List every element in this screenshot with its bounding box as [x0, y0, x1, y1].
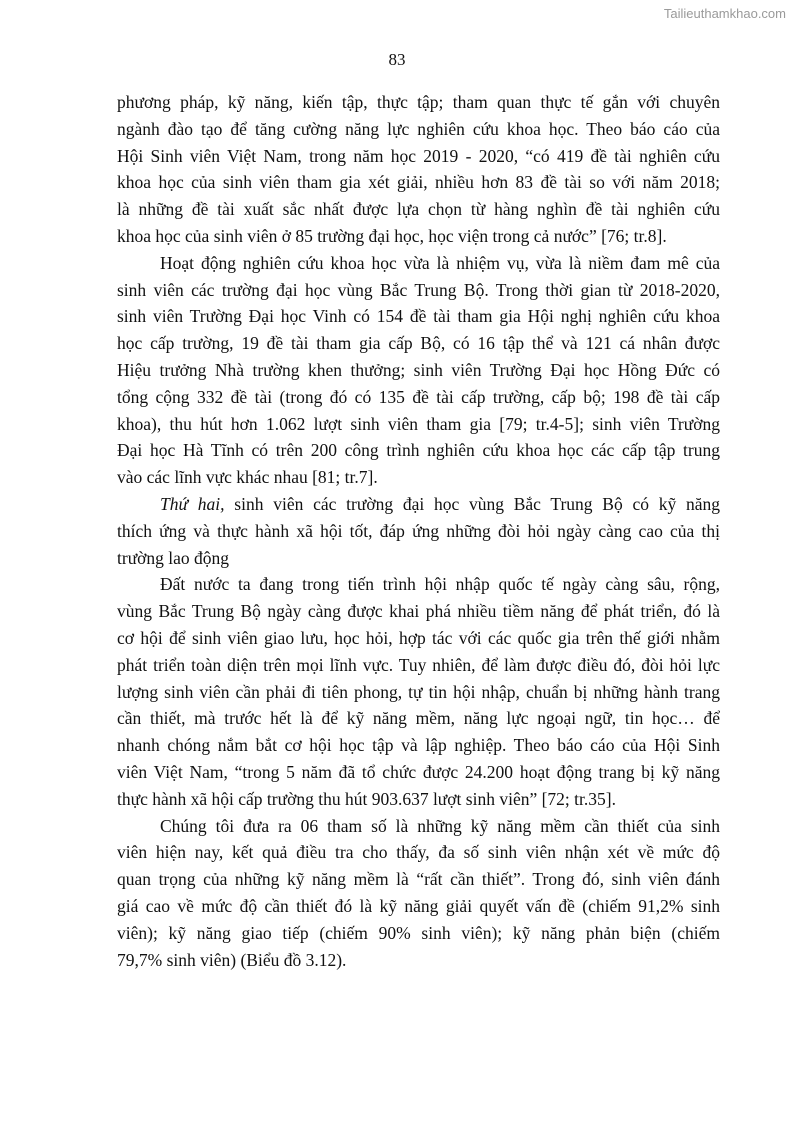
- paragraph-3: [117, 491, 720, 571]
- paragraph-5: [117, 813, 720, 974]
- text-line: lượng sinh viên cần phải đi tiên phong, tự tin hội nhập, chuẩn bị những hành trang: [117, 681, 720, 702]
- paragraph-1: [117, 89, 720, 250]
- text-line: 79,7% sinh viên) (Biểu đồ 3.12).: [117, 949, 347, 970]
- document-body: [117, 89, 720, 973]
- text-line: quan trọng của những kỹ năng mềm là “rất cần thiết”. Trong đó, sinh viên đánh: [117, 869, 720, 890]
- italic-lead: Thứ hai,: [160, 493, 225, 514]
- text-line: viên); kỹ năng giao tiếp (chiếm 90% sinh viên); kỹ năng phản biện (chiếm: [117, 922, 720, 943]
- text-line: cần thiết, mà trước hết là để kỹ năng mềm, năng lực ngoại ngữ, tin học… để: [117, 708, 720, 729]
- text-line: thích ứng và thực hành xã hội tốt, đáp ứng những đòi hỏi ngày càng cao của thị: [117, 520, 720, 541]
- text-line: thực hành xã hội cấp trường thu hút 903.637 lượt sinh viên” [72; tr.35].: [117, 788, 616, 809]
- text-line: sinh viên Trường Đại học Vinh có 154 đề tài tham gia Hội nghị nghiên cứu khoa: [117, 306, 720, 327]
- text-line: học cấp trường, 19 đề tài tham gia cấp Bộ, có 16 tập thể và 121 cá nhân được: [117, 333, 720, 354]
- text-line: khoa học của sinh viên ở 85 trường đại học, học viện trong cả nước” [76; tr.8].: [117, 225, 667, 246]
- text-line: nhanh chóng nắm bắt cơ hội học tập và lập nghiệp. Theo báo cáo của Hội Sinh: [117, 735, 720, 756]
- text-line: vùng Bắc Trung Bộ ngày càng được khai phá nhiều tiềm năng để phát triển, đó là: [117, 601, 720, 622]
- text-line: Hoạt động nghiên cứu khoa học vừa là nhiệm vụ, vừa là niềm đam mê của: [160, 252, 720, 273]
- text-line: là những đề tài xuất sắc nhất được lựa chọn từ hàng nghìn đề tài nghiên cứu: [117, 199, 720, 220]
- text-line: khoa học của sinh viên tham gia xét giải, nhiều hơn 83 đề tài so với năm 2018;: [117, 172, 720, 193]
- text-line: trường lao động: [117, 547, 230, 568]
- text-line: sinh viên các trường đại học vùng Bắc Trung Bộ. Trong thời gian từ 2018-2020,: [117, 279, 720, 300]
- watermark-text: Tailieuthamkhao.com: [663, 6, 786, 21]
- text-line: khoa), thu hút hơn 1.062 lượt sinh viên tham gia [79; tr.4-5]; sinh viên Trường: [117, 413, 720, 434]
- text-line: Hiệu trưởng Nhà trường khen thưởng; sinh viên Trường Đại học Hồng Đức có: [117, 359, 720, 380]
- text-line: tổng cộng 332 đề tài (trong đó có 135 đề tài cấp trường, cấp bộ; 198 đề tài cấp: [117, 386, 720, 407]
- text-line: viên Việt Nam, “trong 5 năm đã tổ chức được 24.200 hoạt động trang bị kỹ năng: [117, 761, 720, 782]
- text-line: vào các lĩnh vực khác nhau [81; tr.7].: [117, 467, 378, 488]
- text-line: Chúng tôi đưa ra 06 tham số là những kỹ năng mềm cần thiết của sinh: [160, 815, 720, 836]
- text-line: phát triển toàn diện trên mọi lĩnh vực. Tuy nhiên, để làm được điều đó, đòi hỏi lực: [117, 654, 720, 675]
- text-line: giá cao về mức độ cần thiết đó là kỹ năng giải quyết vấn đề (chiếm 91,2% sinh: [117, 895, 720, 916]
- text-line: cơ hội để sinh viên giao lưu, học hỏi, hợp tác với các quốc gia trên thế giới nhằm: [117, 627, 720, 648]
- text-line: Đại học Hà Tĩnh có trên 200 công trình nghiên cứu khoa học các cấp tập trung: [117, 440, 720, 461]
- text-line: viên hiện nay, kết quả điều tra cho thấy, đa số sinh viên nhận xét về mức độ: [117, 842, 720, 863]
- text-line: Đất nước ta đang trong tiến trình hội nhập quốc tế ngày càng sâu, rộng,: [160, 574, 720, 595]
- text-line: [117, 491, 720, 518]
- page-number: 83: [388, 50, 406, 69]
- text-line: phương pháp, kỹ năng, kiến tập, thực tập; tham quan thực tế gắn với chuyên: [117, 92, 720, 112]
- text-line-rest: sinh viên các trường đại học vùng Bắc Trung Bộ có kỹ năng: [224, 493, 721, 514]
- text-line: ngành đào tạo để tăng cường năng lực nghiên cứu khoa học. Theo báo cáo của: [117, 118, 720, 139]
- text-line: Hội Sinh viên Việt Nam, trong năm học 2019 - 2020, “có 419 đề tài nghiên cứu: [117, 145, 720, 166]
- paragraph-4: [117, 571, 720, 812]
- paragraph-2: [117, 250, 720, 491]
